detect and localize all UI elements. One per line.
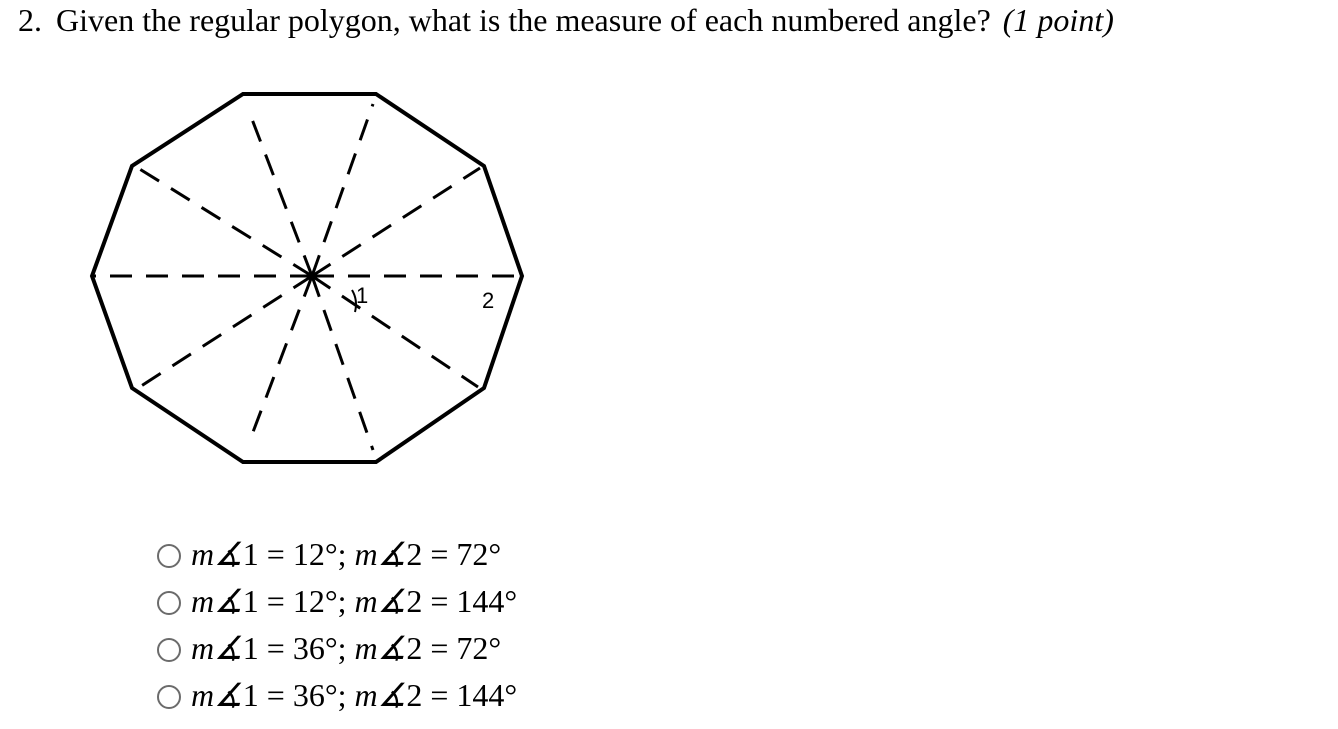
angle-2-label: 2 [482,288,495,313]
angle-1-symbol: m∡ [191,676,243,713]
angle-2-symbol: m∡ [354,582,407,619]
angle-1-measure: 1 = 36°; [242,676,355,713]
angle-1-symbol: m∡ [191,535,243,572]
answer-choice-a[interactable] [157,530,517,577]
angle-1-measure: 1 = 12°; [242,535,355,572]
question-points: (1 point) [1002,2,1114,38]
question-number: 2. [18,2,42,38]
angle-2-measure: 2 = 144° [406,582,518,619]
question-text: Given the regular polygon, what is the measure of each numbered angle? [56,2,991,38]
angle-2-symbol: m∡ [354,676,407,713]
radio-button[interactable] [157,638,181,662]
radius-line [312,104,373,276]
angle-2-symbol: m∡ [354,629,407,666]
radius-line [250,114,312,276]
angle-2-measure: 2 = 144° [406,676,518,713]
answer-choice-b[interactable] [157,577,517,624]
angle-1-symbol: m∡ [191,582,243,619]
radius-line [312,276,478,387]
answer-choice-c[interactable] [157,624,517,671]
radius-line [138,276,312,388]
decagon-dashed-radii [92,104,522,450]
angle-1-symbol: m∡ [191,629,243,666]
radius-line [250,276,312,440]
angle-2-symbol: m∡ [354,535,407,572]
radio-button[interactable] [157,544,181,568]
radius-line [138,168,312,276]
answer-choice-label [191,532,501,576]
angle-2-measure: 2 = 72° [406,629,502,666]
decagon-diagram [0,0,600,500]
radio-button[interactable] [157,591,181,615]
answer-choice-label [191,579,517,623]
answer-choice-label [191,626,501,670]
angle-1-measure: 1 = 36°; [242,629,355,666]
answer-choice-d[interactable] [157,671,517,718]
radio-button[interactable] [157,685,181,709]
answer-choices [157,530,517,718]
angle-2-measure: 2 = 72° [406,535,502,572]
angle-1-measure: 1 = 12°; [242,582,355,619]
radius-line [312,168,480,276]
angle-1-label: 1 [356,283,369,308]
answer-choice-label [191,673,517,717]
